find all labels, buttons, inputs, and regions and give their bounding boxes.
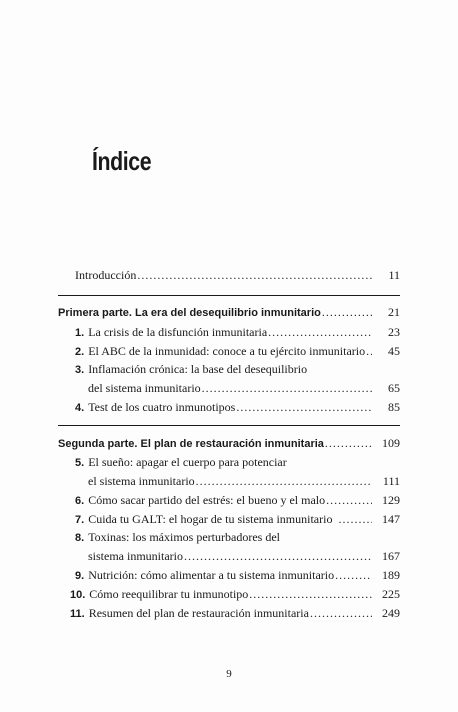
page-title: Índice: [92, 146, 152, 176]
leader-dots: [322, 302, 372, 322]
leader-dots: [310, 603, 372, 623]
chapter-number: 6.: [75, 495, 85, 507]
toc-chapter-9[interactable]: [0, 565, 458, 585]
chapter-number: 2.: [75, 346, 85, 358]
toc-page-number: 111: [382, 474, 400, 488]
toc-entry-label: Toxinas: los máximos perturbadores del: [88, 530, 280, 544]
toc-chapter-4[interactable]: [0, 397, 458, 417]
chapter-number: 4.: [75, 402, 85, 414]
toc-chapter-8[interactable]: [0, 527, 458, 547]
leader-dots: [335, 565, 372, 585]
toc-entry-label: Cómo reequilibrar tu inmunotipo: [89, 587, 249, 601]
leader-dots: [268, 322, 372, 342]
chapter-number: 7.: [75, 514, 85, 526]
toc-entry-label: La crisis de la disfunción inmunitaria: [88, 325, 268, 339]
toc-page-number: 23: [388, 325, 400, 339]
leader-dots: [366, 341, 372, 361]
toc-chapter-1[interactable]: [0, 322, 458, 342]
toc-chapter-5[interactable]: [0, 452, 458, 472]
toc-part-label: Segunda parte. El plan de restauración inmunitaria: [58, 438, 324, 450]
page-folio: 9: [226, 668, 232, 680]
toc-part-label: Primera parte. La era del desequilibrio inmunitario: [58, 307, 321, 319]
toc-entry-label-cont: del sistema inmunitario: [88, 381, 201, 395]
toc-page-number: 85: [388, 400, 400, 414]
chapter-number: 10.: [70, 589, 86, 601]
toc-entry-introduccion[interactable]: [0, 265, 458, 285]
toc-entry-label: Cómo sacar partido del estrés: el bueno y el malo: [88, 493, 326, 507]
toc-chapter-10[interactable]: [0, 584, 458, 604]
chapter-number: 1.: [75, 327, 85, 339]
toc-page-number: 249: [382, 606, 400, 620]
toc-page-number: 109: [382, 436, 400, 450]
toc-entry-label: El ABC de la inmunidad: conoce a tu ejército inmunitario: [88, 344, 366, 358]
leader-dots: [326, 490, 372, 510]
leader-dots: [249, 584, 372, 604]
toc-chapter-7[interactable]: [0, 509, 458, 529]
toc-part-segunda[interactable]: [0, 433, 458, 453]
toc-page-number: 65: [388, 381, 400, 395]
toc-chapter-6[interactable]: [0, 490, 458, 510]
toc-chapter-3-cont[interactable]: [0, 378, 458, 398]
toc-entry-label-cont: sistema inmunitario: [88, 549, 183, 563]
leader-dots: [137, 265, 372, 285]
leader-dots: [325, 433, 372, 453]
toc-part-primera[interactable]: [0, 302, 458, 322]
chapter-number: 11.: [70, 608, 85, 620]
leader-dots: [196, 471, 372, 491]
toc-page-number: 147: [382, 512, 400, 526]
leader-dots: [184, 546, 372, 566]
toc-entry-label: Nutrición: cómo alimentar a tu sistema inmunitario: [88, 568, 335, 582]
toc-page-number: 225: [382, 587, 400, 601]
chapter-number: 3.: [75, 364, 85, 376]
toc-entry-label: El sueño: apagar el cuerpo para potenciar: [88, 455, 287, 469]
toc-entry-label-cont: el sistema inmunitario: [88, 474, 195, 488]
toc-chapter-5-cont[interactable]: [0, 471, 458, 491]
toc-page-number: 189: [382, 568, 400, 582]
chapter-number: 9.: [75, 570, 85, 582]
toc-chapter-3[interactable]: [0, 359, 458, 379]
leader-dots: [236, 397, 372, 417]
toc-entry-label: Resumen del plan de restauración inmunitaria: [88, 606, 309, 620]
toc-page-number: 167: [382, 549, 400, 563]
leader-dots: [338, 509, 372, 529]
toc-entry-label: Inflamación crónica: la base del desequilibrio: [88, 362, 308, 376]
toc-chapter-11[interactable]: [0, 603, 458, 623]
section-divider: [58, 295, 400, 296]
toc-chapter-8-cont[interactable]: [0, 546, 458, 566]
toc-entry-label: Test de los cuatro inmunotipos: [88, 400, 236, 414]
toc-page-number: 21: [388, 305, 400, 319]
toc-entry-label: Cuida tu GALT: el hogar de tu sistema inmunitario: [88, 512, 333, 526]
toc-page-number: 129: [382, 493, 400, 507]
section-divider: [58, 425, 400, 426]
toc-chapter-2[interactable]: [0, 341, 458, 361]
toc-entry-label: Introducción: [75, 268, 137, 282]
leader-dots: [202, 378, 372, 398]
chapter-number: 8.: [75, 532, 85, 544]
toc-page-number: 45: [388, 344, 400, 358]
toc-page-number: 11: [388, 268, 400, 282]
chapter-number: 5.: [75, 457, 85, 469]
